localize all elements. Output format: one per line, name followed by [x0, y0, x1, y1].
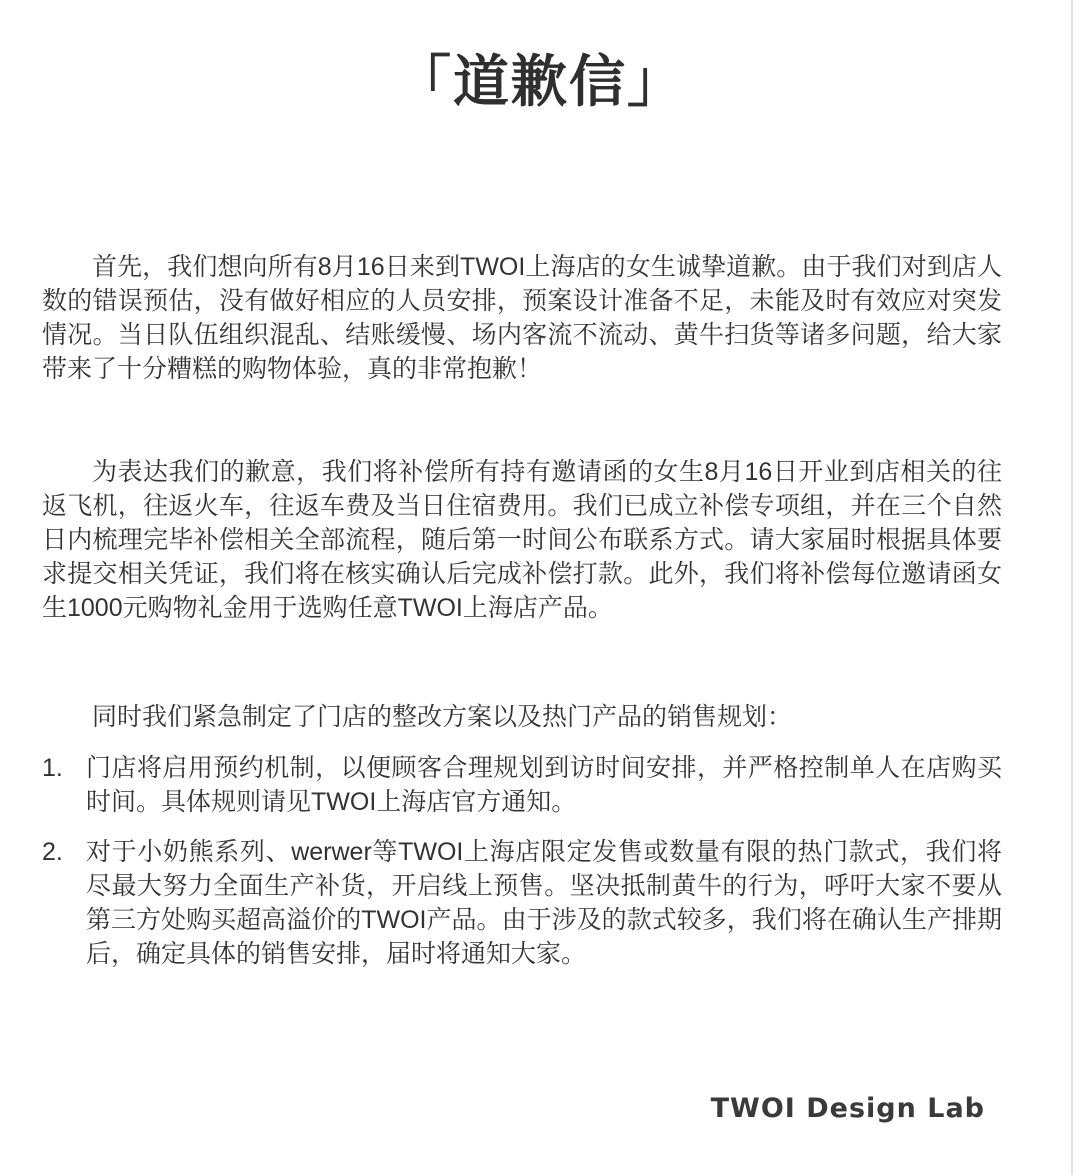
list-item-text: 对于小奶熊系列、werwer等TWOI上海店限定发售或数量有限的热门款式，我们将尽最大努力全面生产补货，开启线上预售。坚决抵制黄牛的行为，呼吁大家不要从第三方处购买超高溢价的TWOI产品。由于涉及的款式较多，我们将在确认生产排期后，确定具体的销售安排，届时将通知大家。	[86, 838, 1002, 968]
paragraph-compensation: 为表达我们的歉意，我们将补偿所有持有邀请函的女生8月16日开业到店相关的往返飞机，往返火车，往返车费及当日住宿费用。我们已成立补偿专项组，并在三个自然日内梳理完毕补偿相关全部流程，随后第一时间公布联系方式。请大家届时根据具体要求提交相关凭证，我们将在核实确认后完成补偿打款。此外，我们将补偿每位邀请函女生1000元购物礼金用于选购任意TWOI上海店产品。	[42, 458, 1002, 622]
page-title: 「道歉信」	[395, 50, 685, 113]
paragraph-apology: 首先，我们想向所有8月16日来到TWOI上海店的女生诚挚道歉。由于我们对到店人数的错误预估，没有做好相应的人员安排，预案设计准备不足，未能及时有效应对突发情况。当日队伍组织混乱、结账缓慢、场内客流不流动、黄牛扫货等诸多问题，给大家带来了十分糟糕的购物体验，真的非常抱歉！	[42, 253, 1002, 383]
list-intro: 同时我们紧急制定了门店的整改方案以及热门产品的销售规划：	[92, 703, 793, 731]
measures-list	[42, 751, 1002, 987]
list-item-number: 1.	[42, 754, 63, 782]
list-item-number: 2.	[42, 838, 63, 866]
page-edge-divider	[1071, 0, 1073, 1175]
list-item-text: 门店将启用预约机制，以便顾客合理规划到访时间安排，并严格控制单人在店购买时间。具体规则请见TWOI上海店官方通知。	[86, 754, 1002, 816]
list-item-restock	[42, 835, 1002, 971]
list-item-reservation	[42, 751, 1002, 819]
signature: TWOI Design Lab	[710, 1093, 985, 1124]
